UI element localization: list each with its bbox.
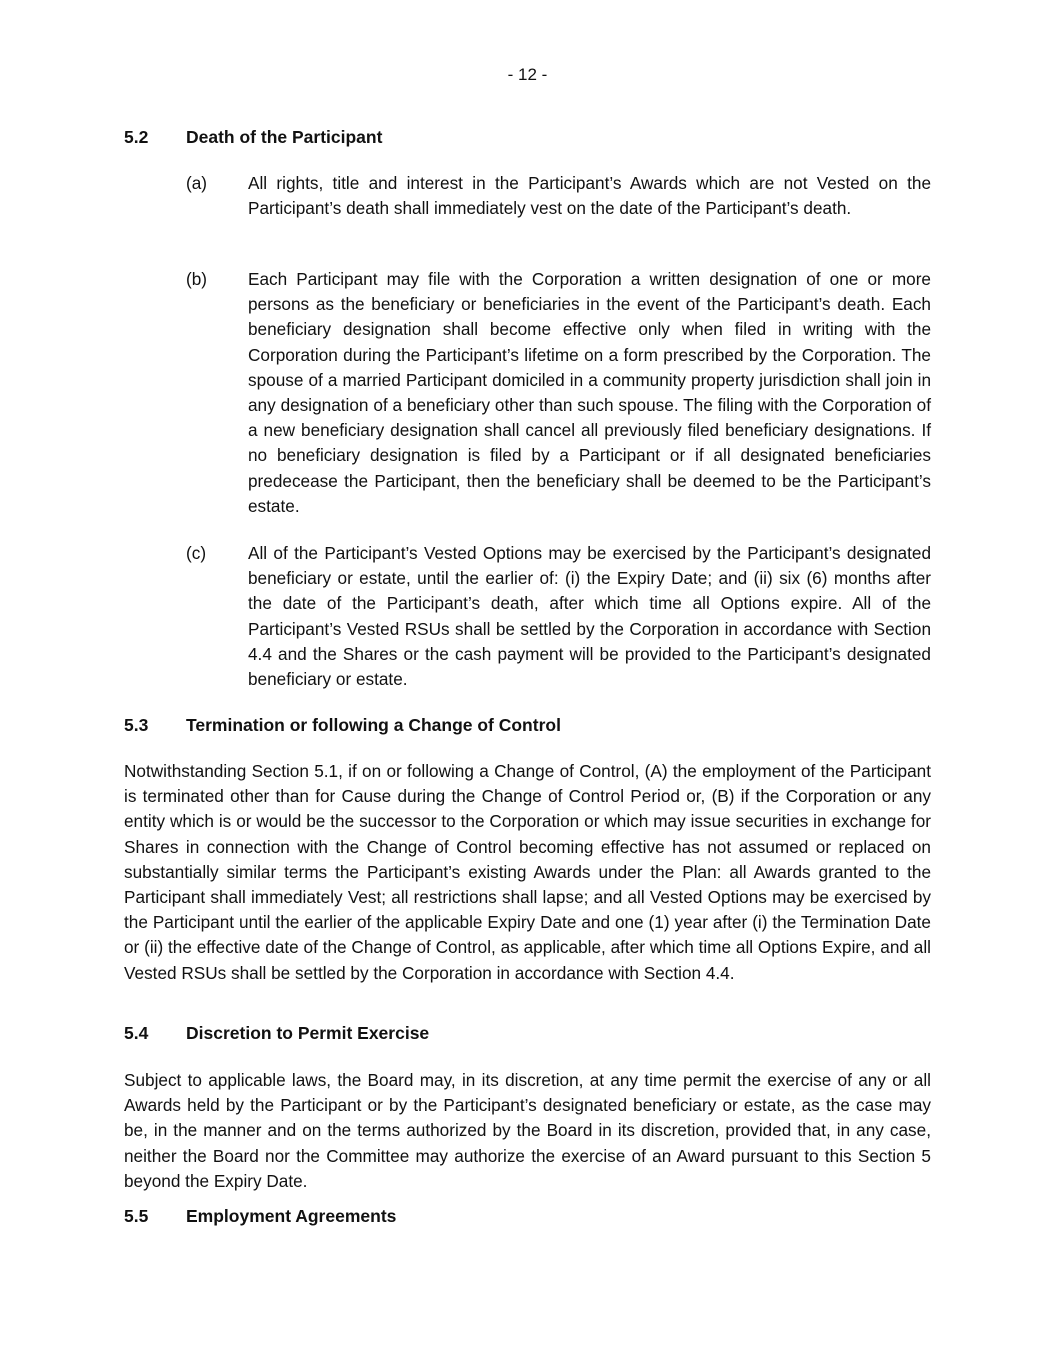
section-title: Termination or following a Change of Control xyxy=(186,715,561,735)
section-heading-5-2 xyxy=(124,125,382,150)
item-text: Each Participant may file with the Corporation a written designation of one or more persons as the beneficiary or beneficiaries in the event of the Participant’s death. Each beneficiary designation shall become effective only when filed in writing with the Corporation during the Participant’s lifetime on a form prescribed by the Corporation. The spouse of a married Participant domiciled in a community property jurisdiction shall join in any designation of a beneficiary other than such spouse. The filing with the Corporation of a new beneficiary designation shall cancel all previously filed beneficiary designations. If no beneficiary designation is filed by a Participant or if all designated beneficiaries predecease the Participant, then the beneficiary shall be deemed to be the Participant’s estate. xyxy=(248,269,931,516)
list-item-a xyxy=(186,171,931,221)
section-title: Employment Agreements xyxy=(186,1206,397,1226)
section-title: Discretion to Permit Exercise xyxy=(186,1023,430,1043)
section-heading-5-5 xyxy=(124,1204,396,1229)
item-label: (c) xyxy=(186,543,207,563)
item-text: All rights, title and interest in the Participant’s Awards which are not Vested on the Participant’s death shall immediately vest on the date of the Participant’s death. xyxy=(248,173,931,219)
section-number: 5.5 xyxy=(124,1206,149,1226)
page-number: - 12 - xyxy=(507,65,548,84)
item-text: All of the Participant’s Vested Options may be exercised by the Participant’s designated beneficiary or estate, until the earlier of: (i) the Expiry Date; and (ii) six (6) months after the date of the Participant’s death, after which time all Options expire. All of the Participant’s Vested RSUs shall be settled by the Corporation in accordance with Section 4.4 and the Shares or the cash payment will be provided to the Participant’s designated beneficiary or estate. xyxy=(248,543,931,690)
list-item-c xyxy=(186,541,931,692)
section-number: 5.3 xyxy=(124,715,149,735)
section-number: 5.2 xyxy=(124,127,149,147)
section-body-5-3: Notwithstanding Section 5.1, if on or following a Change of Control, (A) the employment of the Participant is terminated other than for Cause during the Change of Control Period or, (B) if the Corporation or any entity which is or would be the successor to the Corporation or which may issue securities in exchange for Shares in connection with the Change of Control becoming effective has not assumed or replaced on substantially similar terms the Participant’s existing Awards under the Plan: all Awards granted to the Participant shall immediately Vest; all restrictions shall lapse; and all Vested Options may be exercised by the Participant until the earlier of the applicable Expiry Date and one (1) year after (i) the Termination Date or (ii) the effective date of the Change of Control, as applicable, after which time all Options Expire, and all Vested RSUs shall be settled by the Corporation in accordance with Section 4.4. xyxy=(124,761,931,983)
section-number: 5.4 xyxy=(124,1023,149,1043)
section-body-5-4: Subject to applicable laws, the Board may, in its discretion, at any time permit the exercise of any or all Awards held by the Participant or by the Participant’s designated beneficiary or estate, as the case may be, in the manner and on the terms authorized by the Board in its discretion, provided that, in any case, neither the Board nor the Committee may authorize the exercise of an Award pursuant to this Section 5 beyond the Expiry Date. xyxy=(124,1070,931,1191)
list-item-b xyxy=(186,267,931,519)
section-heading-5-4 xyxy=(124,1021,429,1046)
item-label: (a) xyxy=(186,173,208,193)
section-title: Death of the Participant xyxy=(186,127,383,147)
section-heading-5-3 xyxy=(124,713,561,738)
item-label: (b) xyxy=(186,269,208,289)
